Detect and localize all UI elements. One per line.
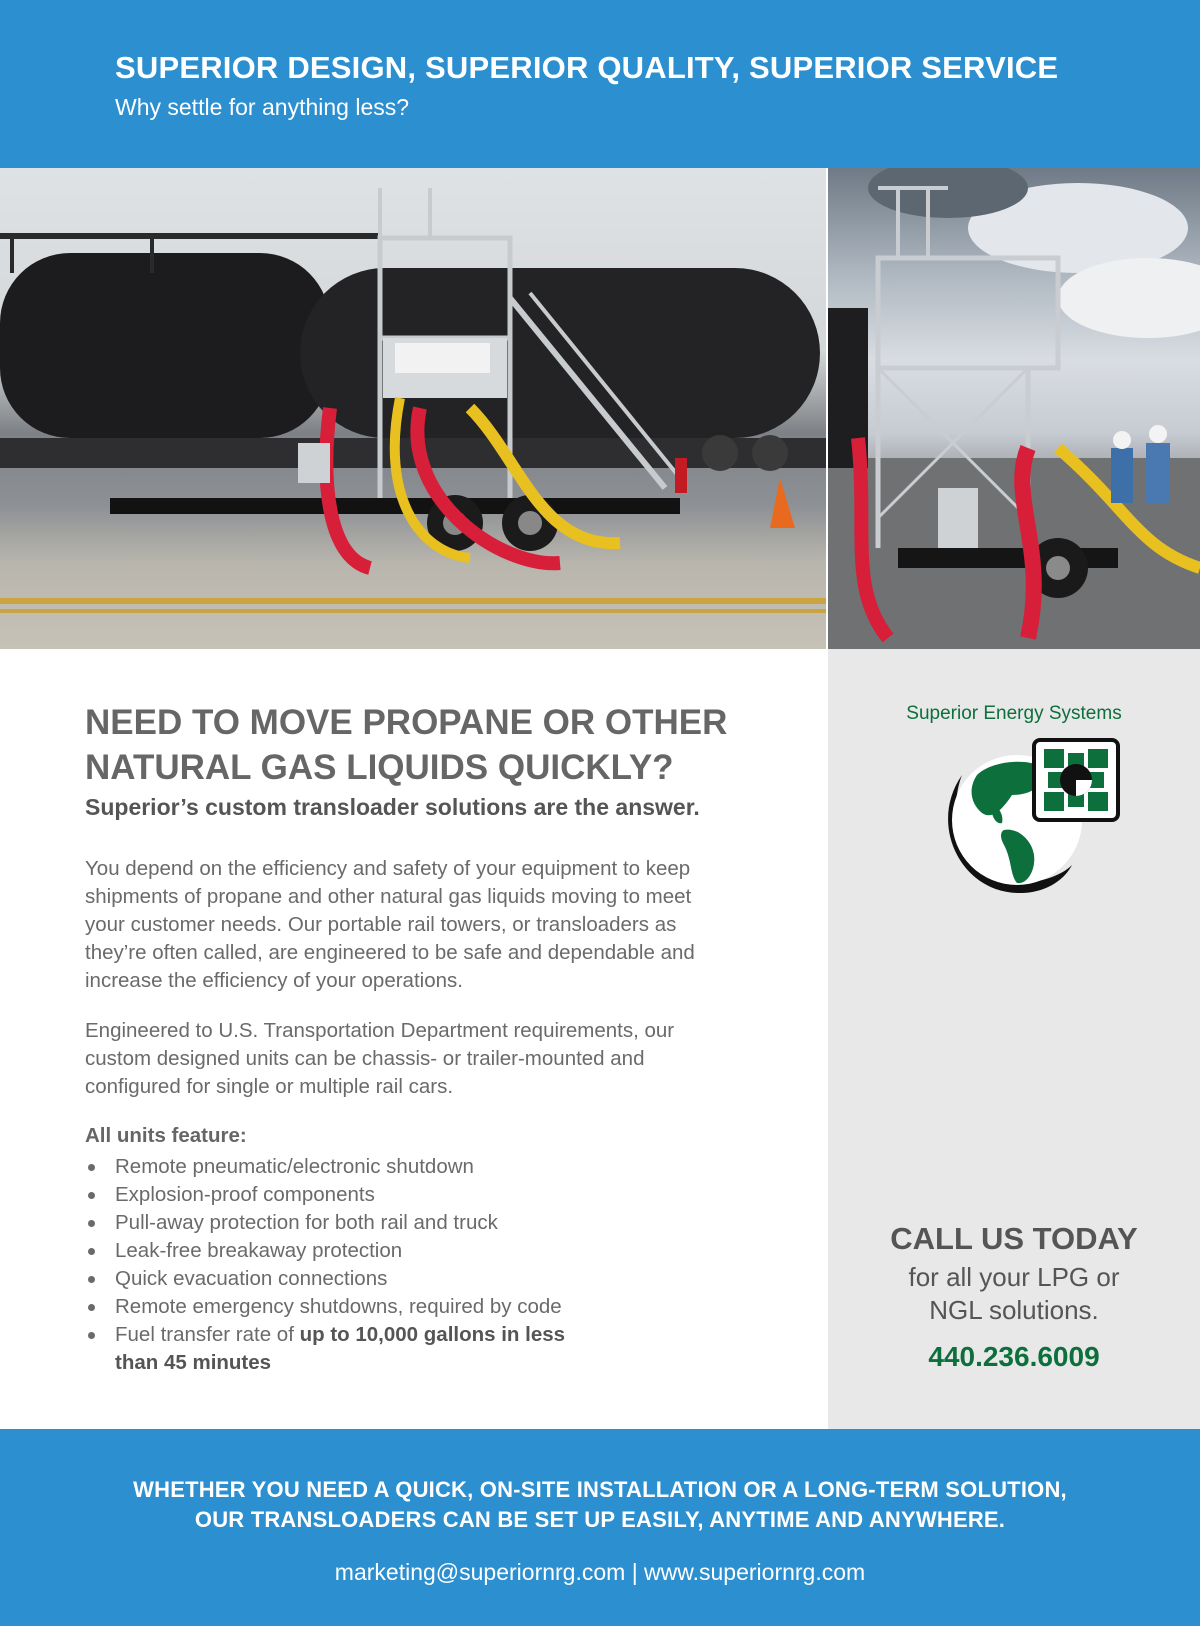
feature-item: Remote emergency shutdowns, required by code — [85, 1293, 565, 1321]
footer-band — [0, 1429, 1200, 1626]
feature-item: Quick evacuation connections — [85, 1265, 565, 1293]
phone-number[interactable]: 440.236.6009 — [928, 1341, 1100, 1372]
footer-line-1: WHETHER YOU NEED A QUICK, ON-SITE INSTALLATION OR A LONG-TERM SOLUTION, — [133, 1477, 1067, 1502]
cta-line-2: NGL solutions. — [929, 1295, 1099, 1325]
transfer-rate-prefix: Fuel transfer rate of — [115, 1323, 300, 1346]
headline: SUPERIOR DESIGN, SUPERIOR QUALITY, SUPERIOR SERVICE — [115, 50, 1059, 85]
sidebar — [828, 649, 1200, 1429]
engineering-line: custom designed units can be chassis- or trailer-mounted and — [85, 1047, 645, 1070]
transfer-rate-bold-1: up to 10,000 gallons in less — [299, 1323, 566, 1346]
cta-title: CALL US TODAY — [890, 1221, 1138, 1256]
globe-logo-icon — [932, 735, 1122, 895]
subhead: Why settle for anything less? — [115, 94, 410, 120]
transloader-tower-photo — [828, 168, 1200, 649]
feature-item: Leak-free breakaway protection — [85, 1237, 565, 1265]
intro-line: your customer needs. Our portable rail towers, or transloaders as — [85, 913, 677, 936]
features-label: All units feature: — [85, 1124, 247, 1147]
intro-line: You depend on the efficiency and safety of your equipment to keep — [85, 857, 691, 880]
footer-contact[interactable]: marketing@superiornrg.com | www.superiornrg.com — [334, 1559, 866, 1585]
cta-line-1: for all your LPG or — [908, 1262, 1120, 1292]
feature-item: Remote pneumatic/electronic shutdown — [85, 1153, 565, 1181]
cta-text — [828, 1261, 1200, 1327]
engineering-line: Engineered to U.S. Transportation Department requirements, our — [85, 1019, 675, 1042]
intro-line: shipments of propane and other natural gas liquids moving to meet — [85, 885, 692, 908]
intro-line: they’re often called, are engineered to be safe and dependable and — [85, 941, 695, 964]
feature-list — [85, 1153, 565, 1377]
intro-line: increase the efficiency of your operations. — [85, 969, 463, 992]
main-title-line-2: NATURAL GAS LIQUIDS QUICKLY? — [85, 748, 674, 787]
intro-paragraph — [85, 855, 750, 995]
main-title — [85, 700, 785, 790]
header-band — [0, 0, 1200, 168]
main-title-line-1: NEED TO MOVE PROPANE OR OTHER — [85, 703, 728, 742]
feature-item: Explosion-proof components — [85, 1181, 565, 1209]
logo-company-name: Superior Energy Systems — [906, 703, 1122, 724]
transfer-rate-bold-2: than 45 minutes — [115, 1351, 272, 1374]
feature-item-transfer-rate — [85, 1321, 565, 1377]
footer-line-2: OUR TRANSLOADERS CAN BE SET UP EASILY, ANYTIME AND ANYWHERE. — [194, 1507, 1006, 1532]
rail-transloader-photo — [0, 168, 828, 649]
feature-item: Pull-away protection for both rail and truck — [85, 1209, 565, 1237]
engineering-paragraph — [85, 1017, 750, 1101]
engineering-line: configured for single or multiple rail cars. — [85, 1075, 454, 1098]
main-subtitle: Superior’s custom transloader solutions are the answer. — [85, 794, 700, 820]
